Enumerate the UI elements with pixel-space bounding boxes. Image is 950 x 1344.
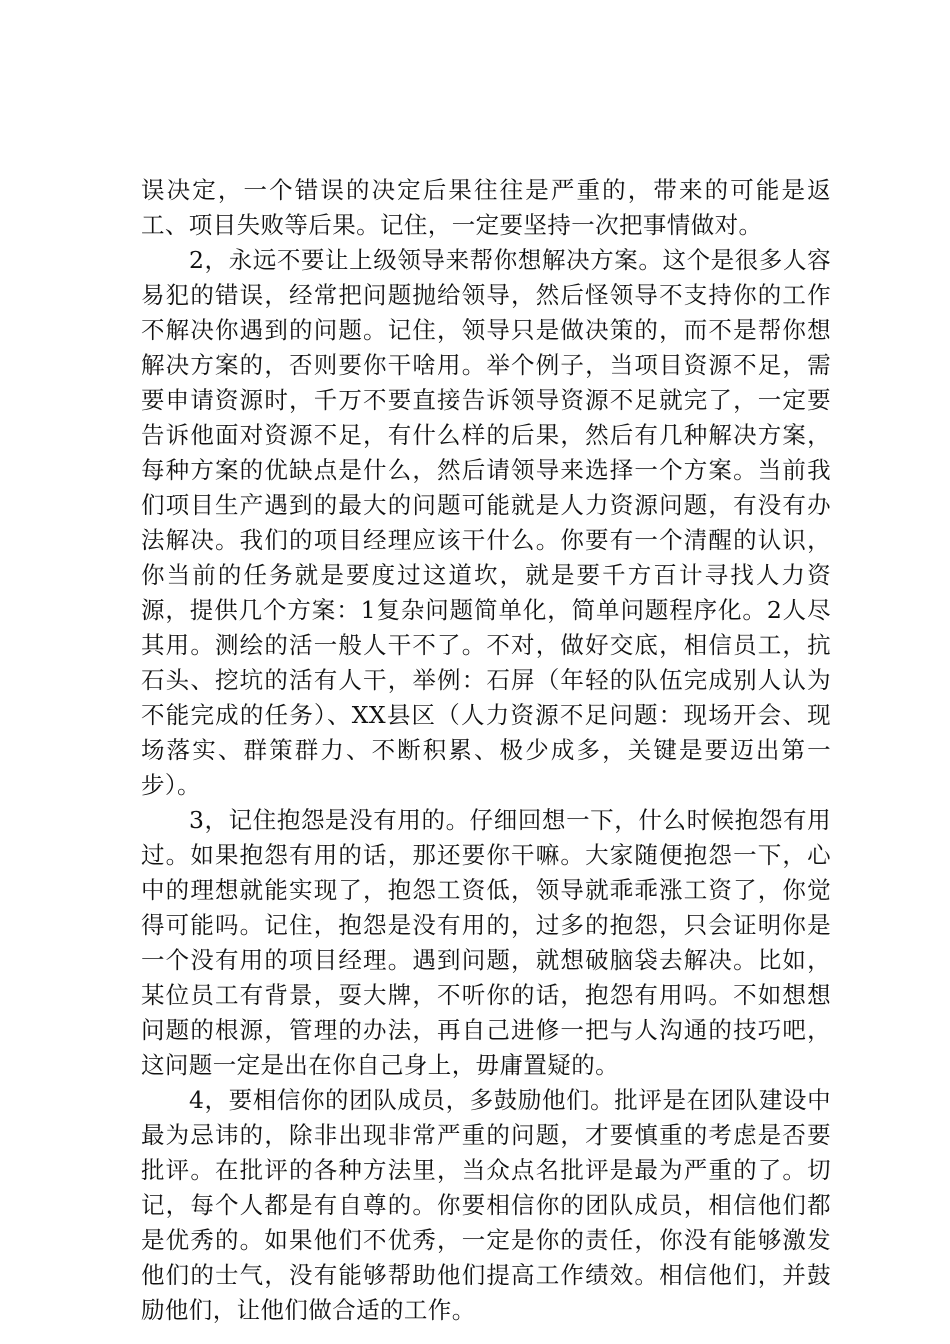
document-body bbox=[141, 173, 831, 1328]
paragraph-continuation: 误决定，一个错误的决定后果往往是严重的，带来的可能是返工、项目失败等后果。记住，一定要坚持一次把事情做对。 bbox=[141, 176, 831, 239]
paragraph-point-2: 2，永远不要让上级领导来帮你想解决方案。这个是很多人容易犯的错误，经常把问题抛给领导，然后怪领导不支持你的工作不解决你遇到的问题。记住，领导只是做决策的，而不是帮你想解决方案的，否则要你干啥用。举个例子，当项目资源不足，需要申请资源时，千万不要直接告诉领导资源不足就完了，一定要告诉他面对资源不足，有什么样的后果，然后有几种解决方案，每种方案的优缺点是什么，然后请领导来选择一个方案。当前我们项目生产遇到的最大的问题可能就是人力资源问题，有没有办法解决。我们的项目经理应该干什么。你要有一个清醒的认识，你当前的任务就是要度过这道坎，就是要千方百计寻找人力资源，提供几个方案：1复杂问题简单化，简单问题程序化。2人尽其用。测绘的活一般人干不了。不对，做好交底，相信员工，抗石头、挖坑的活有人干，举例：石屏（年轻的队伍完成别人认为不能完成的任务）、XX县区（人力资源不足问题：现场开会、现场落实、群策群力、不断积累、极少成多，关键是要迈出第一步）。 bbox=[141, 246, 831, 799]
paragraph-point-4: 4，要相信你的团队成员，多鼓励他们。批评是在团队建设中最为忌讳的，除非出现非常严重的问题，才要慎重的考虑是否要批评。在批评的各种方法里，当众点名批评是最为严重的了。切记，每个人都是有自尊的。你要相信你的团队成员，相信他们都是优秀的。如果他们不优秀，一定是你的责任，你没有能够激发他们的士气，没有能够帮助他们提高工作绩效。相信他们，并鼓励他们，让他们做合适的工作。 bbox=[141, 1086, 831, 1324]
paragraph-point-3: 3，记住抱怨是没有用的。仔细回想一下，什么时候抱怨有用过。如果抱怨有用的话，那还要你干嘛。大家随便抱怨一下，心中的理想就能实现了，抱怨工资低，领导就乖乖涨工资了，你觉得可能吗。记住，抱怨是没有用的，过多的抱怨，只会证明你是一个没有用的项目经理。遇到问题，就想破脑袋去解决。比如，某位员工有背景，耍大牌，不听你的话，抱怨有用吗。不如想想问题的根源，管理的办法，再自己进修一把与人沟通的技巧吧，这问题一定是出在你自己身上，毋庸置疑的。 bbox=[141, 806, 831, 1079]
